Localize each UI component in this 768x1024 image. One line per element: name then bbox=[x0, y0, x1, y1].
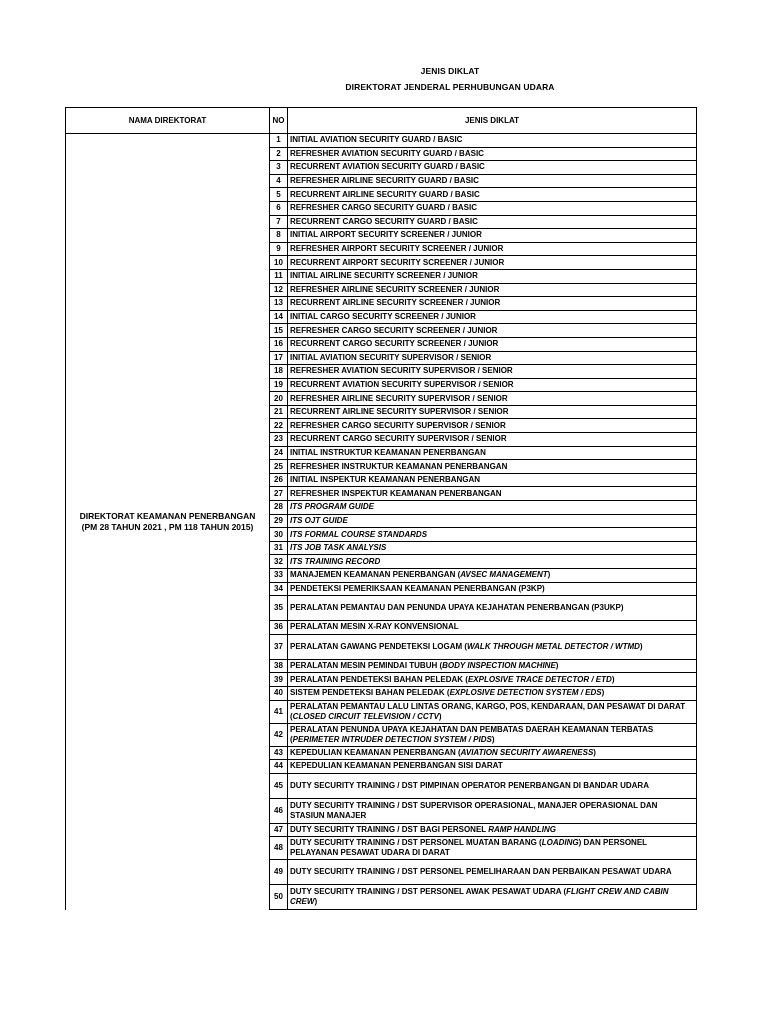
jenis-diklat-cell bbox=[288, 147, 697, 161]
jenis-diklat-cell bbox=[288, 723, 697, 746]
row-number: 48 bbox=[270, 837, 288, 860]
column-header-no: NO bbox=[270, 108, 288, 134]
jenis-diklat-cell bbox=[288, 324, 697, 338]
jenis-diklat-text: ) bbox=[491, 734, 495, 744]
row-number: 2 bbox=[270, 147, 288, 161]
jenis-diklat-cell bbox=[288, 446, 697, 460]
jenis-diklat-text: DUTY SECURITY TRAINING / DST SUPERVISOR OPERASIONAL, MANAJER OPERASIONAL DAN STASIUN MANAJER bbox=[290, 800, 658, 820]
jenis-diklat-text: PERALATAN PENUNDA UPAYA KEJAHATAN DAN PEMBATAS DAERAH KEAMANAN TERBATAS ( bbox=[290, 724, 654, 744]
jenis-diklat-text: INITIAL CARGO SECURITY SCREENER / JUNIOR bbox=[290, 312, 476, 322]
jenis-diklat-cell bbox=[288, 634, 697, 659]
row-number: 49 bbox=[270, 860, 288, 885]
table-header-row bbox=[66, 108, 697, 134]
jenis-diklat-text: INITIAL INSTRUKTUR KEAMANAN PENERBANGAN bbox=[290, 447, 486, 457]
jenis-diklat-text: REFRESHER CARGO SECURITY SUPERVISOR / SENIOR bbox=[290, 420, 506, 430]
row-number: 19 bbox=[270, 378, 288, 392]
table-body bbox=[66, 134, 697, 910]
row-number: 16 bbox=[270, 337, 288, 351]
jenis-diklat-text-italic: PERIMETER INTRUDER DETECTION SYSTEM / PIDS bbox=[292, 734, 492, 744]
jenis-diklat-cell bbox=[288, 161, 697, 175]
jenis-diklat-cell bbox=[288, 392, 697, 406]
jenis-diklat-cell bbox=[288, 555, 697, 569]
row-number: 40 bbox=[270, 686, 288, 700]
row-number: 13 bbox=[270, 297, 288, 311]
column-header-nama-direktorat: NAMA DIREKTORAT bbox=[66, 108, 270, 134]
jenis-diklat-text: ) bbox=[555, 661, 559, 671]
jenis-diklat-text: ) bbox=[547, 570, 551, 580]
row-number: 46 bbox=[270, 798, 288, 823]
row-number: 28 bbox=[270, 501, 288, 515]
row-number: 8 bbox=[270, 229, 288, 243]
jenis-diklat-cell bbox=[288, 337, 697, 351]
jenis-diklat-text: RECURRENT AIRLINE SECURITY GUARD / BASIC bbox=[290, 189, 480, 199]
jenis-diklat-text: ) bbox=[438, 711, 442, 721]
jenis-diklat-cell bbox=[288, 673, 697, 687]
jenis-diklat-text: RECURRENT CARGO SECURITY SCREENER / JUNIOR bbox=[290, 339, 499, 349]
row-number: 38 bbox=[270, 659, 288, 673]
column-header-jenis-diklat: JENIS DIKLAT bbox=[288, 108, 697, 134]
jenis-diklat-cell bbox=[288, 798, 697, 823]
jenis-diklat-text: PERALATAN PEMANTAU DAN PENUNDA UPAYA KEJAHATAN PENERBANGAN (P3UKP) bbox=[290, 603, 624, 613]
jenis-diklat-cell bbox=[288, 659, 697, 673]
jenis-diklat-text: INITIAL AVIATION SECURITY GUARD / BASIC bbox=[290, 135, 463, 145]
jenis-diklat-text-italic: BODY INSPECTION MACHINE bbox=[442, 661, 556, 671]
document-title: JENIS DIKLAT bbox=[420, 66, 480, 76]
row-number: 14 bbox=[270, 310, 288, 324]
row-number: 50 bbox=[270, 885, 288, 910]
jenis-diklat-text: PENDETEKSI PEMERIKSAAN KEAMANAN PENERBANGAN (P3KP) bbox=[290, 583, 545, 593]
jenis-diklat-cell bbox=[288, 487, 697, 501]
row-number: 20 bbox=[270, 392, 288, 406]
jenis-diklat-cell bbox=[288, 419, 697, 433]
row-number: 25 bbox=[270, 460, 288, 474]
jenis-diklat-cell bbox=[288, 460, 697, 474]
jenis-diklat-text: INITIAL AVIATION SECURITY SUPERVISOR / SENIOR bbox=[290, 352, 492, 362]
row-number: 41 bbox=[270, 700, 288, 723]
jenis-diklat-cell bbox=[288, 837, 697, 860]
jenis-diklat-cell bbox=[288, 215, 697, 229]
jenis-diklat-text: DUTY SECURITY TRAINING / DST PERSONEL MUATAN BARANG ( bbox=[290, 838, 542, 848]
row-number: 11 bbox=[270, 269, 288, 283]
row-number: 47 bbox=[270, 823, 288, 837]
row-number: 32 bbox=[270, 555, 288, 569]
jenis-diklat-cell bbox=[288, 174, 697, 188]
jenis-diklat-text-italic: CLOSED CIRCUIT TELEVISION / CCTV bbox=[292, 711, 439, 721]
jenis-diklat-cell bbox=[288, 621, 697, 635]
jenis-diklat-text: PERALATAN MESIN X-RAY KONVENSIONAL bbox=[290, 622, 459, 632]
jenis-diklat-text: PERALATAN PENDETEKSI BAHAN PELEDAK ( bbox=[290, 674, 468, 684]
row-number: 29 bbox=[270, 514, 288, 528]
jenis-diklat-cell bbox=[288, 501, 697, 515]
jenis-diklat-text-italic: FLIGHT CREW AND CABIN CREW bbox=[290, 887, 669, 907]
jenis-diklat-cell bbox=[288, 297, 697, 311]
jenis-diklat-text: REFRESHER AIRLINE SECURITY GUARD / BASIC bbox=[290, 176, 479, 186]
jenis-diklat-text: RECURRENT AVIATION SECURITY GUARD / BASIC bbox=[290, 162, 485, 172]
jenis-diklat-text: ) bbox=[601, 688, 605, 698]
jenis-diklat-cell bbox=[288, 885, 697, 910]
jenis-diklat-cell bbox=[288, 773, 697, 798]
nama-direktorat-cell bbox=[66, 134, 270, 910]
jenis-diklat-text: RECURRENT CARGO SECURITY SUPERVISOR / SENIOR bbox=[290, 434, 507, 444]
jenis-diklat-text: DUTY SECURITY TRAINING / DST PERSONEL AWAK PESAWAT UDARA ( bbox=[290, 887, 567, 897]
jenis-diklat-cell bbox=[288, 528, 697, 542]
jenis-diklat-text: INITIAL INSPEKTUR KEAMANAN PENERBANGAN bbox=[290, 475, 481, 485]
jenis-diklat-text: ) bbox=[314, 897, 318, 907]
jenis-diklat-cell bbox=[288, 310, 697, 324]
document-subtitle: DIREKTORAT JENDERAL PERHUBUNGAN UDARA bbox=[345, 82, 555, 92]
jenis-diklat-cell bbox=[288, 569, 697, 583]
jenis-diklat-text: PERALATAN MESIN PEMINDAI TUBUH ( bbox=[290, 661, 443, 671]
jenis-diklat-cell bbox=[288, 405, 697, 419]
jenis-diklat-cell bbox=[288, 686, 697, 700]
jenis-diklat-cell bbox=[288, 582, 697, 596]
jenis-diklat-cell bbox=[288, 823, 697, 837]
jenis-diklat-text: DUTY SECURITY TRAINING / DST PIMPINAN OPERATOR PENERBANGAN DI BANDAR UDARA bbox=[290, 780, 649, 790]
direktorat-regulation: (PM 28 TAHUN 2021 , PM 118 TAHUN 2015) bbox=[81, 521, 254, 532]
row-number: 24 bbox=[270, 446, 288, 460]
row-number: 3 bbox=[270, 161, 288, 175]
jenis-diklat-text: PERALATAN GAWANG PENDETEKSI LOGAM ( bbox=[290, 641, 468, 651]
row-number: 44 bbox=[270, 760, 288, 774]
row-number: 26 bbox=[270, 473, 288, 487]
jenis-diklat-cell bbox=[288, 541, 697, 555]
row-number: 42 bbox=[270, 723, 288, 746]
jenis-diklat-cell bbox=[288, 256, 697, 270]
jenis-diklat-cell bbox=[288, 746, 697, 760]
row-number: 36 bbox=[270, 621, 288, 635]
jenis-diklat-cell bbox=[288, 514, 697, 528]
row-number: 30 bbox=[270, 528, 288, 542]
row-number: 6 bbox=[270, 201, 288, 215]
row-number: 5 bbox=[270, 188, 288, 202]
jenis-diklat-text-italic: LOADING bbox=[541, 838, 579, 848]
row-number: 10 bbox=[270, 256, 288, 270]
jenis-diklat-text: REFRESHER CARGO SECURITY SCREENER / JUNIOR bbox=[290, 325, 498, 335]
row-number: 7 bbox=[270, 215, 288, 229]
jenis-diklat-cell bbox=[288, 188, 697, 202]
jenis-diklat-text: KEPEDULIAN KEAMANAN PENERBANGAN ( bbox=[290, 747, 461, 757]
jenis-diklat-cell bbox=[288, 283, 697, 297]
jenis-diklat-cell bbox=[288, 596, 697, 621]
jenis-diklat-cell bbox=[288, 860, 697, 885]
row-number: 12 bbox=[270, 283, 288, 297]
jenis-diklat-text: REFRESHER INSTRUKTUR KEAMANAN PENERBANGAN bbox=[290, 461, 508, 471]
row-number: 39 bbox=[270, 673, 288, 687]
row-number: 18 bbox=[270, 365, 288, 379]
jenis-diklat-text: DUTY SECURITY TRAINING / DST PERSONEL PEMELIHARAAN DAN PERBAIKAN PESAWAT UDARA bbox=[290, 867, 672, 877]
jenis-diklat-text-italic: ITS TRAINING RECORD bbox=[290, 556, 381, 566]
jenis-diklat-text: ) bbox=[639, 641, 643, 651]
row-number: 9 bbox=[270, 242, 288, 256]
jenis-diklat-text: RECURRENT AIRLINE SECURITY SUPERVISOR / SENIOR bbox=[290, 407, 509, 417]
jenis-diklat-text: DUTY SECURITY TRAINING / DST BAGI PERSONEL bbox=[290, 825, 489, 835]
jenis-diklat-text: RECURRENT AVIATION SECURITY SUPERVISOR / SENIOR bbox=[290, 379, 514, 389]
jenis-diklat-text-italic: WALK THROUGH METAL DETECTOR / WTMD bbox=[467, 641, 640, 651]
direktorat-name: DIREKTORAT KEAMANAN PENERBANGAN bbox=[79, 510, 256, 521]
jenis-diklat-text: REFRESHER INSPEKTUR KEAMANAN PENERBANGAN bbox=[290, 488, 502, 498]
jenis-diklat-text-italic: ITS OJT GUIDE bbox=[290, 515, 348, 525]
row-number: 17 bbox=[270, 351, 288, 365]
jenis-diklat-text: ) DAN PERSONEL PELAYANAN PESAWAT UDARA DI DARAT bbox=[290, 838, 647, 858]
jenis-diklat-text-italic: EXPLOSIVE TRACE DETECTOR / ETD bbox=[467, 674, 612, 684]
jenis-diklat-text-italic: ITS FORMAL COURSE STANDARDS bbox=[290, 529, 428, 539]
jenis-diklat-cell bbox=[288, 351, 697, 365]
row-number: 23 bbox=[270, 433, 288, 447]
jenis-diklat-table bbox=[65, 107, 697, 910]
jenis-diklat-text-italic: ITS JOB TASK ANALYSIS bbox=[290, 543, 387, 553]
jenis-diklat-text-italic: EXPLOSIVE DETECTION SYSTEM / EDS bbox=[449, 688, 602, 698]
jenis-diklat-cell bbox=[288, 201, 697, 215]
jenis-diklat-text: REFRESHER AIRPORT SECURITY SCREENER / JUNIOR bbox=[290, 244, 504, 254]
jenis-diklat-text: INITIAL AIRLINE SECURITY SCREENER / JUNIOR bbox=[290, 271, 478, 281]
jenis-diklat-text-italic: ITS PROGRAM GUIDE bbox=[290, 502, 375, 512]
jenis-diklat-cell bbox=[288, 229, 697, 243]
jenis-diklat-text: PERALATAN PEMANTAU LALU LINTAS ORANG, KARGO, POS, KENDARAAN, DAN PESAWAT DI DARAT ( bbox=[290, 701, 686, 721]
jenis-diklat-cell bbox=[288, 473, 697, 487]
row-number: 1 bbox=[270, 134, 288, 148]
row-number: 43 bbox=[270, 746, 288, 760]
jenis-diklat-text: SISTEM PENDETEKSI BAHAN PELEDAK ( bbox=[290, 688, 450, 698]
row-number: 21 bbox=[270, 405, 288, 419]
jenis-diklat-text-italic: AVSEC MANAGEMENT bbox=[460, 570, 548, 580]
jenis-diklat-cell bbox=[288, 242, 697, 256]
jenis-diklat-text: ) bbox=[593, 747, 596, 757]
row-number: 22 bbox=[270, 419, 288, 433]
row-number: 15 bbox=[270, 324, 288, 338]
row-number: 27 bbox=[270, 487, 288, 501]
row-number: 31 bbox=[270, 541, 288, 555]
row-number: 45 bbox=[270, 773, 288, 798]
jenis-diklat-text-italic: RAMP HANDLING bbox=[488, 825, 556, 835]
jenis-diklat-text: REFRESHER CARGO SECURITY GUARD / BASIC bbox=[290, 203, 477, 213]
jenis-diklat-text: ) bbox=[611, 674, 615, 684]
jenis-diklat-text: RECURRENT AIRPORT SECURITY SCREENER / JUNIOR bbox=[290, 257, 505, 267]
table-row bbox=[66, 134, 697, 148]
jenis-diklat-cell bbox=[288, 378, 697, 392]
row-number: 35 bbox=[270, 596, 288, 621]
jenis-diklat-cell bbox=[288, 365, 697, 379]
jenis-diklat-text: REFRESHER AVIATION SECURITY GUARD / BASIC bbox=[290, 148, 484, 158]
jenis-diklat-cell bbox=[288, 134, 697, 148]
jenis-diklat-text: MANAJEMEN KEAMANAN PENERBANGAN ( bbox=[290, 570, 461, 580]
jenis-diklat-cell bbox=[288, 433, 697, 447]
jenis-diklat-cell bbox=[288, 760, 697, 774]
row-number: 37 bbox=[270, 634, 288, 659]
row-number: 33 bbox=[270, 569, 288, 583]
jenis-diklat-text: KEPEDULIAN KEAMANAN PENERBANGAN SISI DARAT bbox=[290, 761, 503, 771]
jenis-diklat-text-italic: AVIATION SECURITY AWARENESS bbox=[460, 747, 594, 757]
jenis-diklat-cell bbox=[288, 269, 697, 283]
jenis-diklat-text: INITIAL AIRPORT SECURITY SCREENER / JUNIOR bbox=[290, 230, 482, 240]
row-number: 34 bbox=[270, 582, 288, 596]
jenis-diklat-text: REFRESHER AVIATION SECURITY SUPERVISOR / SENIOR bbox=[290, 366, 513, 376]
jenis-diklat-text: RECURRENT CARGO SECURITY GUARD / BASIC bbox=[290, 216, 478, 226]
row-number: 4 bbox=[270, 174, 288, 188]
jenis-diklat-cell bbox=[288, 700, 697, 723]
jenis-diklat-text: RECURRENT AIRLINE SECURITY SCREENER / JUNIOR bbox=[290, 298, 501, 308]
jenis-diklat-text: REFRESHER AIRLINE SECURITY SUPERVISOR / SENIOR bbox=[290, 393, 508, 403]
jenis-diklat-text: REFRESHER AIRLINE SECURITY SCREENER / JUNIOR bbox=[290, 284, 500, 294]
